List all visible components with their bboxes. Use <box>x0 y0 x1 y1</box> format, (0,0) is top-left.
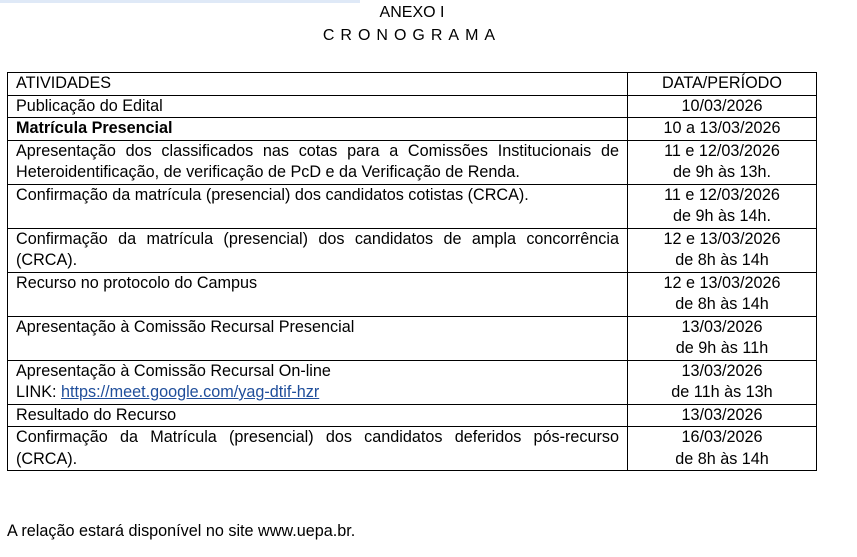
column-header-activities: ATIVIDADES <box>8 73 628 96</box>
activity-cell: Apresentação à Comissão Recursal Presencial <box>8 316 628 360</box>
activity-cell: Publicação do Edital <box>8 95 628 118</box>
table-row <box>8 228 817 272</box>
table-row <box>8 316 817 360</box>
table-row <box>8 140 817 184</box>
time-line: de 9h às 11h <box>675 339 769 357</box>
table-row <box>8 184 817 228</box>
activity-cell: Matrícula Presencial <box>8 118 628 141</box>
table-row <box>8 360 817 404</box>
activity-cell: Apresentação dos classificados nas cotas para a Comissões Institucionais de Heteroidentificação, de verificação de PcD e da Verificação de Renda. <box>8 140 628 184</box>
date-cell <box>628 272 817 316</box>
footer-note: A relação estará disponível no site www.uepa.br. <box>7 522 356 540</box>
table-row <box>8 95 817 118</box>
page-title: CRONOGRAMA <box>322 27 502 44</box>
table-row <box>8 118 817 141</box>
date-cell: 10 a 13/03/2026 <box>628 118 817 141</box>
activity-cell: Confirmação da matrícula (presencial) dos candidatos de ampla concorrência (CRCA). <box>8 228 628 272</box>
annex-heading: ANEXO I <box>379 4 445 21</box>
activity-cell: Recurso no protocolo do Campus <box>8 272 628 316</box>
time-line: de 9h às 14h. <box>672 207 772 225</box>
activity-cell <box>8 360 628 404</box>
date-line: 11 e 12/03/2026 <box>664 141 780 160</box>
activity-cell: Confirmação da matrícula (presencial) dos candidatos cotistas (CRCA). <box>8 184 628 228</box>
date-cell: 10/03/2026 <box>628 95 817 118</box>
activity-cell: Confirmação da Matrícula (presencial) dos candidatos deferidos pós-recurso (CRCA). <box>8 427 628 471</box>
date-cell <box>628 140 817 184</box>
table-row <box>8 272 817 316</box>
date-cell <box>628 316 817 360</box>
time-line: de 8h às 14h <box>675 295 769 313</box>
table-row <box>8 427 817 471</box>
time-line: de 8h às 14h <box>675 449 769 468</box>
table-header-row <box>8 73 817 96</box>
date-line: 12 e 13/03/2026 <box>663 273 781 292</box>
date-line: 12 e 13/03/2026 <box>663 229 781 248</box>
time-line: de 8h às 14h <box>675 251 769 269</box>
activity-cell: Resultado do Recurso <box>8 404 628 427</box>
time-line: de 9h às 13h. <box>672 163 772 181</box>
date-line: 13/03/2026 <box>681 361 763 380</box>
schedule-table <box>7 72 817 471</box>
time-line: de 11h às 13h <box>671 383 773 401</box>
date-cell <box>628 427 817 471</box>
date-line: 11 e 12/03/2026 <box>664 185 780 204</box>
date-line: 16/03/2026 <box>681 428 763 446</box>
date-cell <box>628 228 817 272</box>
date-cell: 13/03/2026 <box>628 404 817 427</box>
date-cell <box>628 184 817 228</box>
meeting-link[interactable]: https://meet.google.com/yag-dtif-hzr <box>61 383 320 401</box>
date-line: 13/03/2026 <box>681 317 763 336</box>
link-label: LINK: <box>16 383 57 401</box>
column-header-date: DATA/PERÍODO <box>628 73 817 96</box>
date-cell <box>628 360 817 404</box>
table-row <box>8 404 817 427</box>
activity-text: Apresentação à Comissão Recursal On-line <box>16 361 331 380</box>
link-line <box>16 382 619 404</box>
